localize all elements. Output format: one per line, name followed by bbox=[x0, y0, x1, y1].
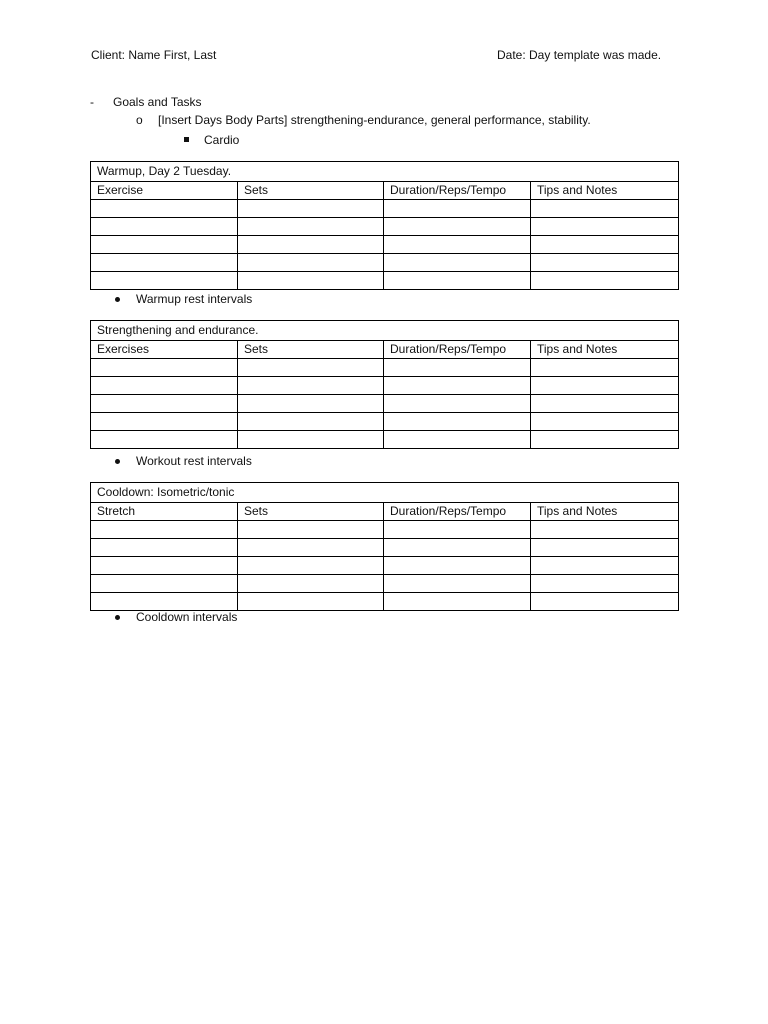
table-cell[interactable] bbox=[91, 431, 238, 449]
cooldown-table bbox=[90, 482, 679, 611]
table-header-row bbox=[91, 182, 679, 200]
column-header: Duration/Reps/Tempo bbox=[384, 341, 531, 359]
table-cell[interactable] bbox=[238, 272, 384, 290]
table-title-row bbox=[91, 321, 679, 341]
table-cell[interactable] bbox=[531, 557, 679, 575]
column-header: Tips and Notes bbox=[531, 341, 679, 359]
table-cell[interactable] bbox=[238, 593, 384, 611]
table-cell[interactable] bbox=[238, 431, 384, 449]
goals-and-tasks-label: Goals and Tasks bbox=[113, 95, 202, 109]
table-row bbox=[91, 593, 679, 611]
warmup-rest-note: Warmup rest intervals bbox=[136, 292, 253, 306]
column-header: Sets bbox=[238, 503, 384, 521]
table-row bbox=[91, 431, 679, 449]
table-cell[interactable] bbox=[531, 395, 679, 413]
table-title-row bbox=[91, 162, 679, 182]
table-row bbox=[91, 218, 679, 236]
table-cell[interactable] bbox=[531, 593, 679, 611]
table-cell[interactable] bbox=[238, 575, 384, 593]
bullet-icon bbox=[115, 615, 120, 620]
table-row bbox=[91, 377, 679, 395]
column-header: Sets bbox=[238, 182, 384, 200]
list-dash: - bbox=[90, 95, 94, 109]
table-cell[interactable] bbox=[531, 413, 679, 431]
column-header: Duration/Reps/Tempo bbox=[384, 182, 531, 200]
client-label: Client: Name First, Last bbox=[91, 48, 217, 62]
column-header: Duration/Reps/Tempo bbox=[384, 503, 531, 521]
table-cell[interactable] bbox=[238, 377, 384, 395]
table-cell[interactable] bbox=[384, 236, 531, 254]
date-label: Date: Day template was made. bbox=[497, 48, 662, 62]
cooldown-intervals-note: Cooldown intervals bbox=[136, 610, 238, 624]
table-cell[interactable] bbox=[531, 431, 679, 449]
square-bullet-icon bbox=[184, 137, 189, 142]
table-cell[interactable] bbox=[384, 521, 531, 539]
table-cell[interactable] bbox=[531, 272, 679, 290]
table-row bbox=[91, 236, 679, 254]
cardio-item: Cardio bbox=[204, 133, 240, 147]
table-cell[interactable] bbox=[384, 431, 531, 449]
table-row bbox=[91, 575, 679, 593]
table-cell[interactable] bbox=[238, 557, 384, 575]
table-cell[interactable] bbox=[238, 521, 384, 539]
table-cell[interactable] bbox=[384, 413, 531, 431]
table-cell[interactable] bbox=[384, 575, 531, 593]
table-row bbox=[91, 272, 679, 290]
table-cell[interactable] bbox=[238, 254, 384, 272]
table-cell[interactable] bbox=[91, 254, 238, 272]
column-header: Sets bbox=[238, 341, 384, 359]
table-cell[interactable] bbox=[91, 236, 238, 254]
table-title-row bbox=[91, 483, 679, 503]
table-cell[interactable] bbox=[238, 395, 384, 413]
column-header: Tips and Notes bbox=[531, 503, 679, 521]
workout-rest-note: Workout rest intervals bbox=[136, 454, 252, 468]
table-cell[interactable] bbox=[531, 359, 679, 377]
table-cell[interactable] bbox=[384, 377, 531, 395]
table-cell[interactable] bbox=[91, 272, 238, 290]
body-parts-item: [Insert Days Body Parts] strengthening-endurance, general performance, stability. bbox=[158, 113, 591, 127]
table-cell[interactable] bbox=[91, 377, 238, 395]
warmup-table bbox=[90, 161, 679, 290]
table-cell[interactable] bbox=[384, 200, 531, 218]
table-row bbox=[91, 557, 679, 575]
table-cell[interactable] bbox=[91, 200, 238, 218]
table-cell[interactable] bbox=[238, 539, 384, 557]
table-title: Cooldown: Isometric/tonic bbox=[91, 483, 679, 503]
table-cell[interactable] bbox=[531, 377, 679, 395]
table-cell[interactable] bbox=[531, 575, 679, 593]
table-cell[interactable] bbox=[531, 218, 679, 236]
table-row bbox=[91, 200, 679, 218]
table-cell[interactable] bbox=[238, 218, 384, 236]
table-cell[interactable] bbox=[384, 539, 531, 557]
table-row bbox=[91, 254, 679, 272]
table-cell[interactable] bbox=[531, 521, 679, 539]
column-header: Exercises bbox=[91, 341, 238, 359]
table-cell[interactable] bbox=[384, 272, 531, 290]
column-header: Tips and Notes bbox=[531, 182, 679, 200]
table-title: Warmup, Day 2 Tuesday. bbox=[91, 162, 679, 182]
column-header: Stretch bbox=[91, 503, 238, 521]
table-cell[interactable] bbox=[91, 395, 238, 413]
table-cell[interactable] bbox=[91, 557, 238, 575]
table-cell[interactable] bbox=[91, 218, 238, 236]
column-header: Exercise bbox=[91, 182, 238, 200]
table-cell[interactable] bbox=[91, 593, 238, 611]
table-row bbox=[91, 395, 679, 413]
list-circle-marker: o bbox=[136, 113, 143, 127]
table-cell[interactable] bbox=[91, 413, 238, 431]
table-cell[interactable] bbox=[91, 539, 238, 557]
table-cell[interactable] bbox=[91, 521, 238, 539]
table-cell[interactable] bbox=[531, 539, 679, 557]
table-row bbox=[91, 539, 679, 557]
table-row bbox=[91, 521, 679, 539]
bullet-icon bbox=[115, 459, 120, 464]
table-cell[interactable] bbox=[91, 575, 238, 593]
table-title: Strengthening and endurance. bbox=[91, 321, 679, 341]
table-cell[interactable] bbox=[384, 359, 531, 377]
table-cell[interactable] bbox=[384, 593, 531, 611]
table-cell[interactable] bbox=[531, 254, 679, 272]
table-cell[interactable] bbox=[238, 236, 384, 254]
table-cell[interactable] bbox=[384, 218, 531, 236]
bullet-icon bbox=[115, 297, 120, 302]
table-row bbox=[91, 359, 679, 377]
table-cell[interactable] bbox=[384, 557, 531, 575]
table-cell[interactable] bbox=[238, 200, 384, 218]
table-cell[interactable] bbox=[238, 413, 384, 431]
table-cell[interactable] bbox=[531, 200, 679, 218]
table-cell[interactable] bbox=[384, 254, 531, 272]
table-cell[interactable] bbox=[91, 359, 238, 377]
table-cell[interactable] bbox=[384, 395, 531, 413]
table-row bbox=[91, 413, 679, 431]
table-header-row bbox=[91, 341, 679, 359]
strengthening-table bbox=[90, 320, 679, 449]
table-cell[interactable] bbox=[238, 359, 384, 377]
table-header-row bbox=[91, 503, 679, 521]
table-cell[interactable] bbox=[531, 236, 679, 254]
